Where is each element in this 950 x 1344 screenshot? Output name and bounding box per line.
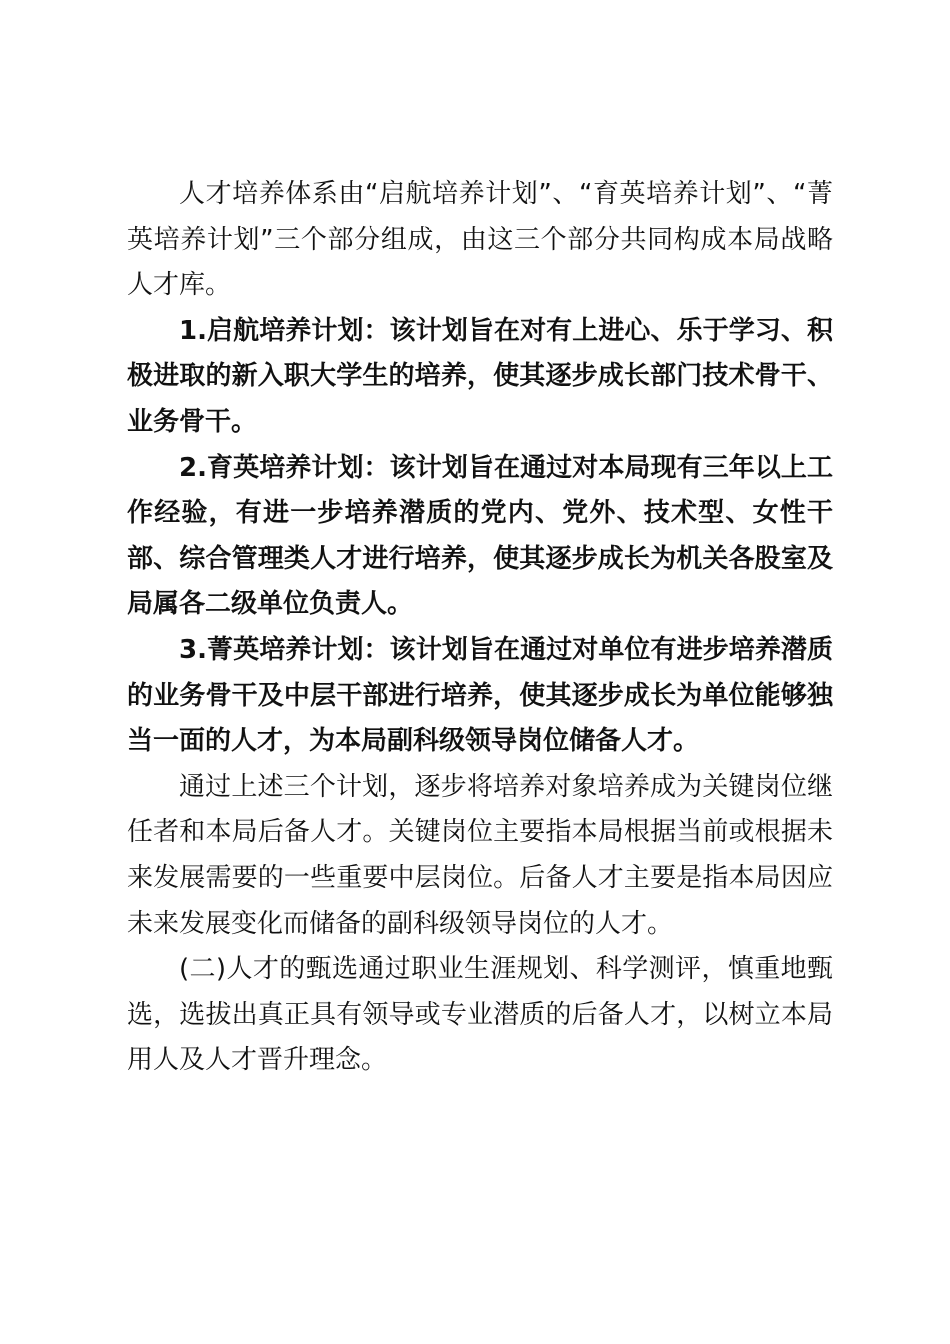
- document-body: [127, 172, 833, 1084]
- paragraph-summary: 通过上述三个计划，逐步将培养对象培养成为关键岗位继任者和本局后备人才。关键岗位主要指本局根据当前或根据未来发展需要的一些重要中层岗位。后备人才主要是指本局因应未来发展变化而储备的副科级领导岗位的人才。: [127, 771, 833, 939]
- paragraph-plan-1: 1.启航培养计划：该计划旨在对有上进心、乐于学习、积极进取的新入职大学生的培养，使其逐步成长部门技术骨干、业务骨干。: [127, 315, 833, 437]
- paragraph-plan-2: 2.育英培养计划：该计划旨在通过对本局现有三年以上工作经验，有进一步培养潜质的党内、党外、技术型、女性干部、综合管理类人才进行培养，使其逐步成长为机关各股室及局属各二级单位负责人。: [127, 452, 833, 620]
- paragraph-selection: (二)人才的甄选通过职业生涯规划、科学测评，慎重地甄选，选拔出真正具有领导或专业潜质的后备人才，以树立本局用人及人才晋升理念。: [127, 954, 833, 1076]
- paragraph-intro: 人才培养体系由“启航培养计划”、“育英培养计划”、“菁英培养计划”三个部分组成，由这三个部分共同构成本局战略人才库。: [127, 179, 833, 301]
- paragraph-plan-3: 3.菁英培养计划：该计划旨在通过对单位有进步培养潜质的业务骨干及中层干部进行培养，使其逐步成长为单位能够独当一面的人才，为本局副科级领导岗位储备人才。: [127, 634, 833, 757]
